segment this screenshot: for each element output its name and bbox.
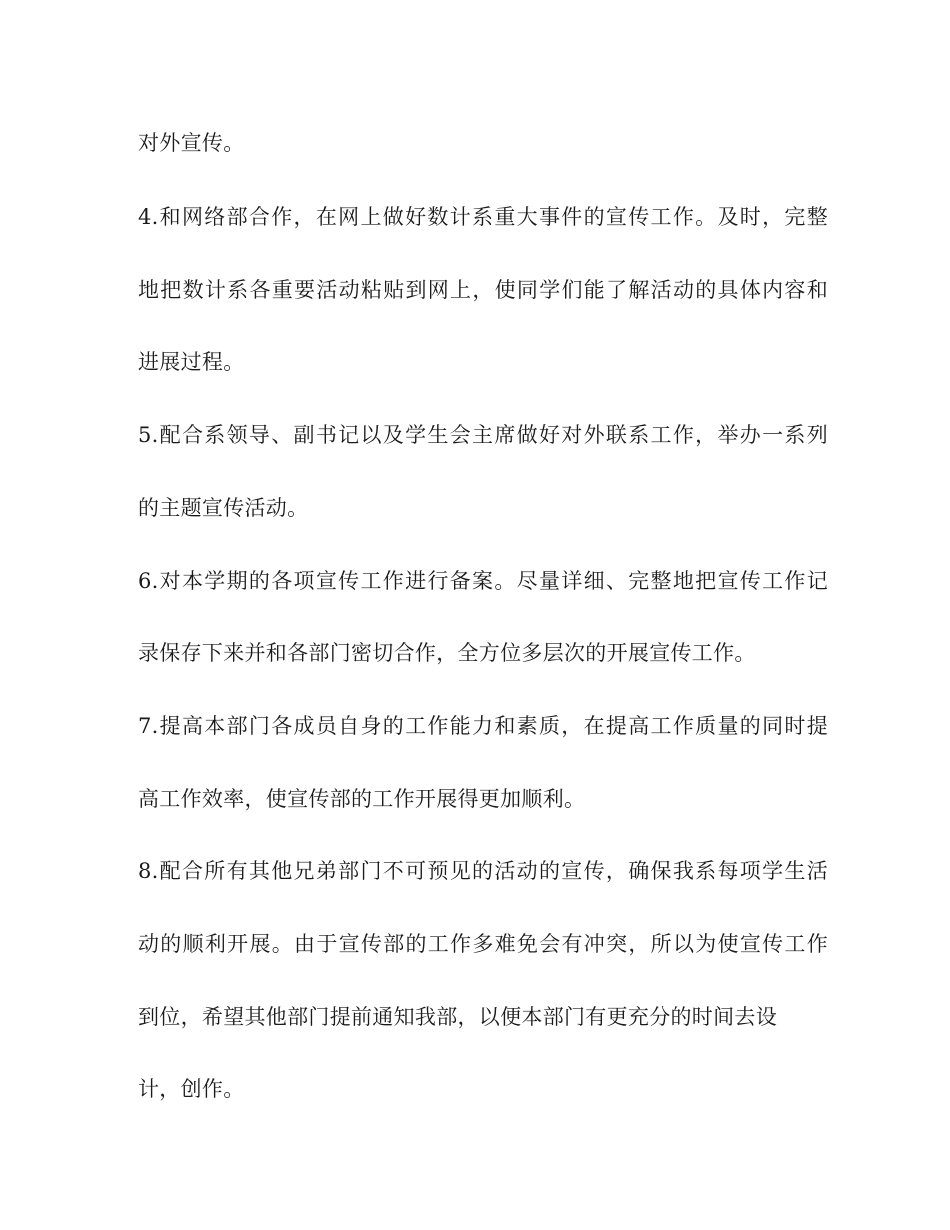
text-line: 5.配合系领导、副书记以及学生会主席做好对外联系工作，举办一系列 — [138, 423, 828, 447]
text-line: 录保存下来并和各部门密切合作，全方位多层次的开展宣传工作。 — [138, 641, 756, 665]
text-line: 的主题宣传活动。 — [138, 496, 309, 520]
text-line: 动的顺利开展。由于宣传部的工作多难免会有冲突，所以为使宣传工作 — [138, 932, 828, 956]
text-line: 到位，希望其他部门提前通知我部，以便本部门有更充分的时间去设 — [138, 1005, 777, 1029]
text-line: 进展过程。 — [138, 350, 245, 374]
text-line: 8.配合所有其他兄弟部门不可预见的活动的宣传，确保我系每项学生活 — [138, 859, 828, 883]
text-line: 高工作效率，使宣传部的工作开展得更加顺利。 — [138, 787, 586, 811]
text-line: 地把数计系各重要活动粘贴到网上，使同学们能了解活动的具体内容和 — [138, 278, 828, 302]
text-line: 7.提高本部门各成员自身的工作能力和素质，在提高工作质量的同时提 — [138, 714, 828, 738]
text-line: 4.和网络部合作，在网上做好数计系重大事件的宣传工作。及时，完整 — [138, 205, 828, 229]
text-line: 计，创作。 — [138, 1077, 245, 1101]
text-line: 6.对本学期的各项宣传工作进行备案。尽量详细、完整地把宣传工作记 — [138, 569, 828, 593]
text-line: 对外宣传。 — [138, 131, 245, 155]
